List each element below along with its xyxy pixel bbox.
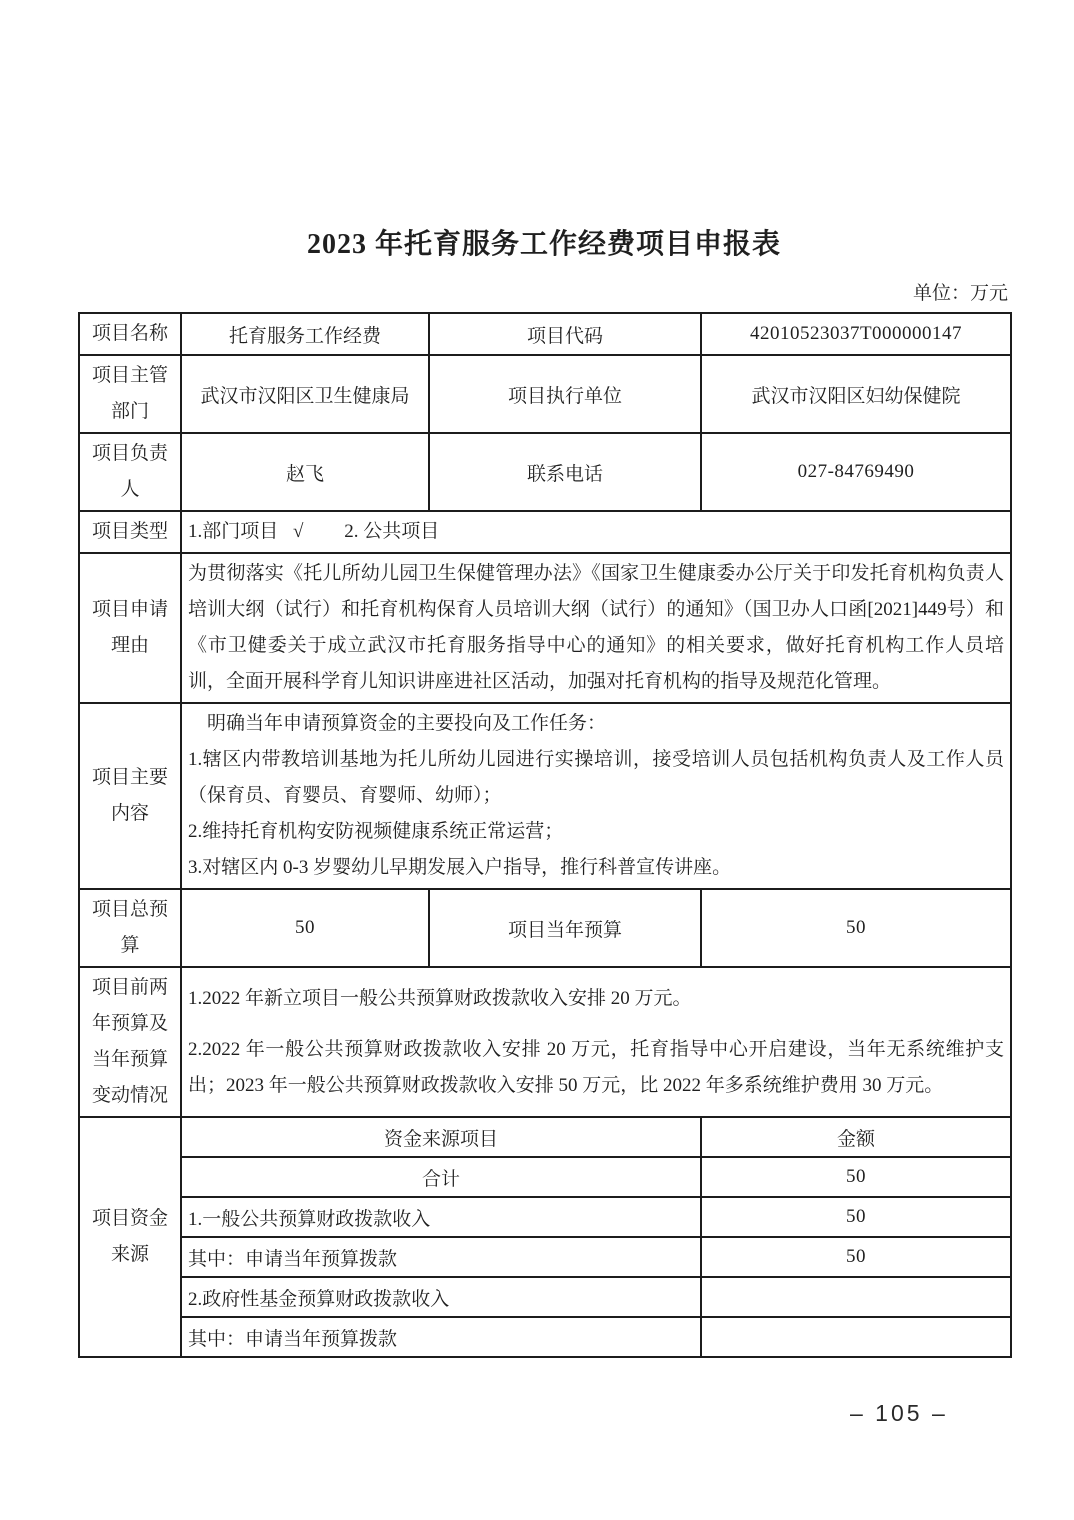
funding-row-govfund xyxy=(79,1277,1011,1317)
main-content-text xyxy=(181,703,1011,889)
row-application-reason xyxy=(79,553,1011,703)
row-main-content xyxy=(79,703,1011,889)
row-budget xyxy=(79,889,1011,967)
funding-source-total: 合计 xyxy=(181,1157,701,1197)
total-budget-label: 项目总预算 xyxy=(79,889,181,967)
budget-history-label: 项目前两年预算及当年预算变动情况 xyxy=(79,967,181,1117)
funding-row-general xyxy=(79,1197,1011,1237)
row-leader xyxy=(79,433,1011,511)
funding-row-total xyxy=(79,1157,1011,1197)
funding-source-general: 1.一般公共预算财政拨款收入 xyxy=(181,1197,701,1237)
funding-source-govfund: 2.政府性基金预算财政拨款收入 xyxy=(181,1277,701,1317)
unit-note: 单位：万元 xyxy=(912,283,1008,304)
funding-row-general-sub xyxy=(79,1237,1011,1277)
exec-unit-label: 项目执行单位 xyxy=(429,355,701,433)
dept-value: 武汉市汉阳区卫生健康局 xyxy=(181,355,429,433)
year-budget-label: 项目当年预算 xyxy=(429,889,701,967)
funding-amount-govfund xyxy=(701,1277,1011,1317)
funding-amount-general: 50 xyxy=(701,1197,1011,1237)
row-budget-history xyxy=(79,967,1011,1117)
reason-text: 为贯彻落实《托儿所幼儿园卫生保健管理办法》《国家卫生健康委办公厅关于印发托育机构负责人培训大纲（试行）和托育机构保育人员培训大纲（试行）的通知》（国卫办人口函[2021]449号）和《市卫健委关于成立武汉市托育服务指导中心的通知》的相关要求，做好托育机构工作人员培训，全面开展科学育儿知识讲座进社区活动，加强对托育机构的指导及规范化管理。 xyxy=(181,553,1011,703)
project-name-label: 项目名称 xyxy=(79,313,181,355)
dept-label: 项目主管部门 xyxy=(79,355,181,433)
page-number: – 105 – xyxy=(850,1400,948,1426)
funding-amount-total: 50 xyxy=(701,1157,1011,1197)
row-departments xyxy=(79,355,1011,433)
main-content-label: 项目主要内容 xyxy=(79,703,181,889)
budget-history-text xyxy=(181,967,1011,1117)
row-project-name xyxy=(79,313,1011,355)
total-budget-value: 50 xyxy=(181,889,429,967)
main-content-item: 1.辖区内带教培训基地为托儿所幼儿园进行实操培训，接受培训人员包括机构负责人及工作人员（保育员、育婴员、育婴师、幼师）； xyxy=(188,749,1004,806)
funding-amount-header: 金额 xyxy=(701,1117,1011,1157)
phone-label: 联系电话 xyxy=(429,433,701,511)
page-title: 2023 年托育服务工作经费项目申报表 xyxy=(306,229,781,260)
leader-value: 赵飞 xyxy=(181,433,429,511)
project-type-option1: 1.部门项目 xyxy=(188,521,279,542)
project-type-option2: 2. 公共项目 xyxy=(344,521,440,542)
funding-amount-govfund-sub xyxy=(701,1317,1011,1357)
funding-source-header: 资金来源项目 xyxy=(181,1117,701,1157)
phone-value: 027-84769490 xyxy=(701,433,1011,511)
funding-amount-general-sub: 50 xyxy=(701,1237,1011,1277)
project-code-value: 42010523037T000000147 xyxy=(701,313,1011,355)
row-project-type xyxy=(79,511,1011,553)
main-content-intro: 明确当年申请预算资金的主要投向及工作任务： xyxy=(207,713,607,734)
checkmark-icon: √ xyxy=(293,521,304,542)
exec-unit-value: 武汉市汉阳区妇幼保健院 xyxy=(701,355,1011,433)
funding-label: 项目资金来源 xyxy=(79,1117,181,1357)
project-type-label: 项目类型 xyxy=(79,511,181,553)
main-content-item: 2.维持托育机构安防视频健康系统正常运营； xyxy=(188,821,564,842)
project-type-options xyxy=(181,511,1011,553)
main-content-item: 3.对辖区内 0-3 岁婴幼儿早期发展入户指导，推行科普宣传讲座。 xyxy=(188,857,732,878)
project-code-label: 项目代码 xyxy=(429,313,701,355)
application-form-table xyxy=(78,312,1012,1358)
project-name-value: 托育服务工作经费 xyxy=(181,313,429,355)
funding-source-general-sub: 其中：申请当年预算拨款 xyxy=(181,1237,701,1277)
funding-source-govfund-sub: 其中：申请当年预算拨款 xyxy=(181,1317,701,1357)
leader-label: 项目负责人 xyxy=(79,433,181,511)
reason-label: 项目申请理由 xyxy=(79,553,181,703)
budget-history-item: 2.2022 年一般公共预算财政拨款收入安排 20 万元，托育指导中心开启建设，当年无系统维护支出；2023 年一般公共预算财政拨款收入安排 50 万元，比 2022 年多系统维护费用 30 万元。 xyxy=(188,1038,1004,1096)
funding-row-govfund-sub xyxy=(79,1317,1011,1357)
document-page xyxy=(78,0,1010,1358)
row-funding-header xyxy=(79,1117,1011,1157)
year-budget-value: 50 xyxy=(701,889,1011,967)
budget-history-item: 1.2022 年新立项目一般公共预算财政拨款收入安排 20 万元。 xyxy=(188,987,692,1009)
